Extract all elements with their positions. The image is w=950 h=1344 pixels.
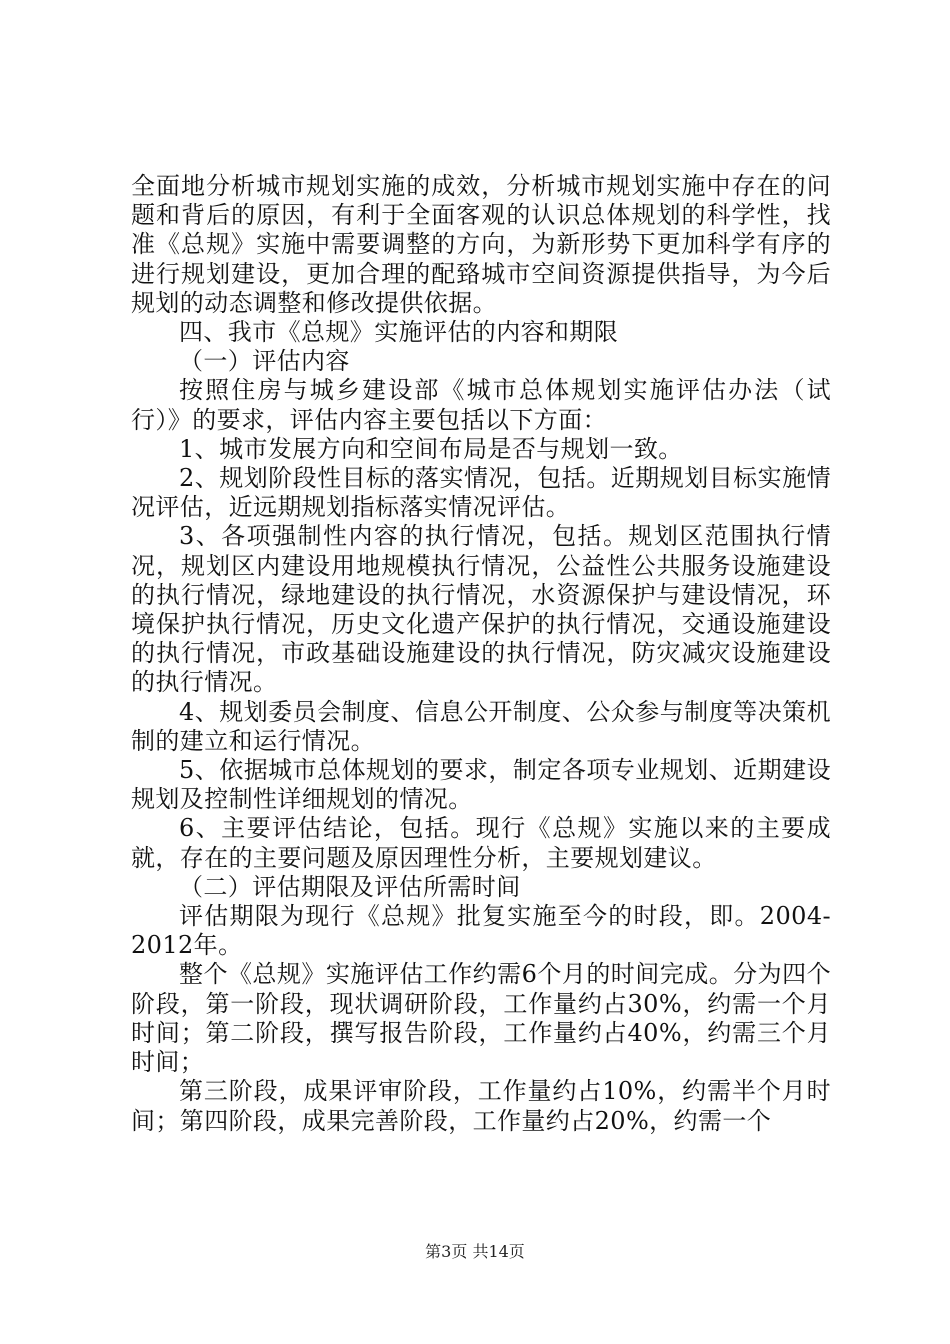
subsection-heading-two: （二）评估期限及评估所需时间 [179,872,521,901]
paragraph-evaluation-basis: 按照住房与城乡建设部《城市总体规划实施评估办法（试行）》的要求，评估内容主要包括以下方面： [131,376,831,434]
section-heading-four: 四、我市《总规》实施评估的内容和期限 [179,318,619,347]
paragraph-stages-part2: 第三阶段，成果评审阶段，工作量约占10%，约需半个月时间；第四阶段，成果完善阶段，工作量约占20%，约需一个 [131,1077,831,1135]
list-item-6: 6、主要评估结论，包括。现行《总规》实施以来的主要成就，存在的主要问题及原因理性分析，主要规划建议。 [131,814,831,872]
paragraph-stages-part1: 整个《总规》实施评估工作约需6个月的时间完成。分为四个阶段，第一阶段，现状调研阶段，工作量约占30%，约需一个月时间；第二阶段，撰写报告阶段，工作量约占40%，约需三个月时间； [131,960,831,1077]
paragraph-evaluation-period: 评估期限为现行《总规》批复实施至今的时段，即。2004-2012年。 [131,902,831,960]
document-body [131,172,831,1136]
subsection-heading-one: （一）评估内容 [179,347,350,376]
list-item-2: 2、规划阶段性目标的落实情况，包括。近期规划目标实施情况评估，近远期规划指标落实情况评估。 [131,464,831,522]
page-footer: 第3页 共14页 [425,1242,525,1261]
list-item-3: 3、各项强制性内容的执行情况，包括。规划区范围执行情况，规划区内建设用地规模执行情况，公益性公共服务设施建设的执行情况，绿地建设的执行情况，水资源保护与建设情况，环境保护执行情况，历史文化遗产保护的执行情况，交通设施建设的执行情况，市政基础设施建设的执行情况，防灾减灾设施建设的执行情况。 [131,522,831,697]
list-item-1: 1、城市发展方向和空间布局是否与规划一致。 [179,434,683,463]
list-item-5: 5、依据城市总体规划的要求，制定各项专业规划、近期建设规划及控制性详细规划的情况。 [131,756,831,814]
list-item-4: 4、规划委员会制度、信息公开制度、公众参与制度等决策机制的建立和运行情况。 [131,697,831,755]
paragraph-continuation: 全面地分析城市规划实施的成效，分析城市规划实施中存在的问题和背后的原因，有利于全面客观的认识总体规划的科学性，找准《总规》实施中需要调整的方向，为新形势下更加科学有序的进行规划建设，更加合理的配臵城市空间资源提供指导，为今后规划的动态调整和修改提供依据。 [131,172,831,317]
